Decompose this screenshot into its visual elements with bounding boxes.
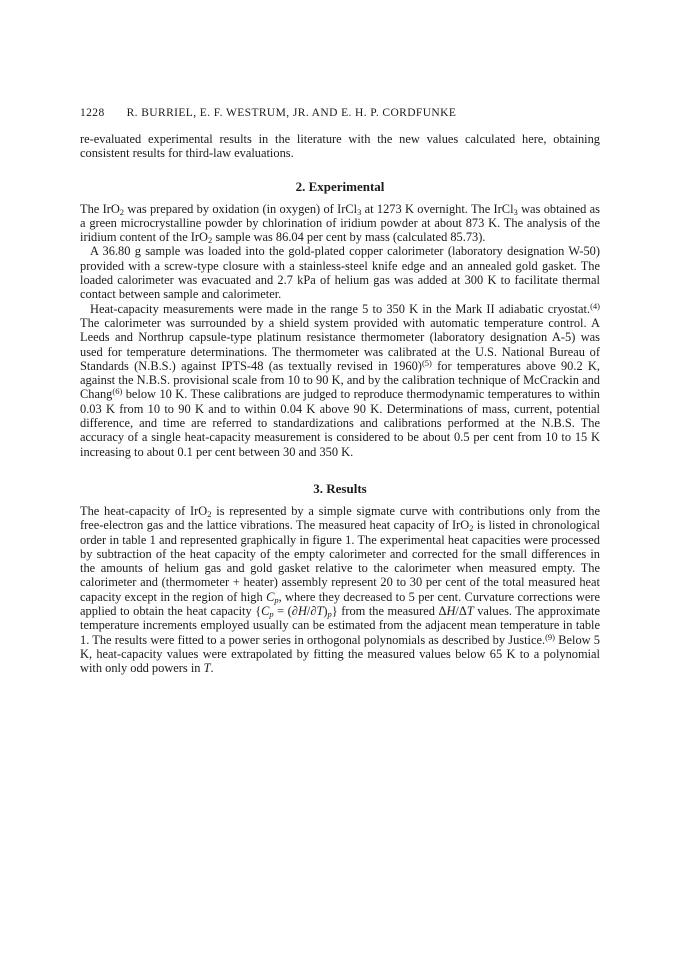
intro-paragraph: re-evaluated experimental results in the literature with the new values calculated here, obtaining consistent results for third-law evaluations. bbox=[80, 132, 600, 161]
section-heading-results: 3. Results bbox=[313, 480, 367, 496]
running-title: R. BURRIEL, E. F. WESTRUM, JR. AND E. H. P. CORDFUNKE bbox=[126, 107, 457, 119]
running-header bbox=[80, 107, 600, 119]
experimental-paragraph-1: The IrO$_2$ was prepared by oxidation (in oxygen) of IrCl$_3$ at 1273 K overnight. The IrCl$_3$ was obtained as a green microcrystalline powder by chlorination of iridium powder at about 873 K. The analysis of the iridium content of the IrO$_2$ sample was 86.04 per cent by mass (calculated 85.73). bbox=[80, 201, 601, 246]
section-heading-experimental: 2. Experimental bbox=[295, 178, 385, 194]
body-text bbox=[80, 132, 600, 676]
page-number: 1228 bbox=[80, 107, 105, 119]
citation-4: (4) bbox=[590, 300, 600, 311]
citation-5: (5) bbox=[421, 357, 432, 368]
citation-9: (9) bbox=[545, 631, 556, 642]
citation-6: (6) bbox=[112, 386, 123, 397]
results-paragraph-1: The heat-capacity of IrO$_2$ is represented by a simple sigmate curve with contributions only from the free-electron gas and the lattice vibrations. The measured heat capacity of IrO$_2$ is listed in chronological order in table 1 and represented graphically in figure 1. The experimental heat capacities were processed by subtraction of the heat capacity of the empty calorimeter and corrected for the small differences in the amounts of helium gas and gold gasket relative to the calorimeter when measured empty. The calorimeter and (thermometer + heater) assembly represent 20 to 30 per cent of the total measured heat capacity except in the region of high $C_p$, where they decreased to 5 per cent. Curvature corrections were applied to obtain the heat capacity $\{C_p = (\partial H/\partial T)_p\}$ from the measured ΔH/ΔT values. The approximate temperature increments employed usually can be estimated from the adjacent mean temperature in table 1. The results were fitted to a power series in orthogonal polynomials as described by Justice.$^{(9)}$ Below 5 K, heat-capacity values were extrapolated by fitting the measured values below 65 K to a polynomial with only odd powers in T. bbox=[80, 503, 600, 676]
experimental-paragraph-2: A 36.80 g sample was loaded into the gold-plated copper calorimeter (laboratory designation W-50) provided with a screw-type closure with a stainless-steel knife edge and an annealed gold gasket. The loaded calorimeter was evacuated and 2.7 kPa of helium gas was added at 300 K to facilitate thermal contact between sample and calorimeter. bbox=[80, 244, 600, 302]
experimental-paragraph-3: Heat-capacity measurements were made in the range 5 to 350 K in the Mark II adiabatic cryostat.$^{(4)}$ The calorimeter was surrounded by a shield system provided with automatic temperature control. A Leeds and Northrup capsule-type platinum resistance thermometer (laboratory designation A-5) was used for temperature determinations. The thermometer was calibrated at the U.S. National Bureau of Standards (N.B.S.) against IPTS-48 (as textually revised in 1960)$^{(5)}$ for temperatures above 90.2 K, against the N.B.S. provisional scale from 10 to 90 K, and by the calibration technique of McCrackin and Chang$^{(6)}$ below 10 K. These calibrations are judged to reproduce thermodynamic temperatures to within 0.03 K from 10 to 90 K and to within 0.04 K above 90 K. Determinations of mass, current, potential difference, and time are referred to standardizations and calibrations performed at the N.B.S. The accuracy of a single heat-capacity measurement is considered to be about 0.5 per cent from 10 to 15 K increasing to about 0.1 per cent between 30 and 350 K. bbox=[80, 300, 600, 459]
